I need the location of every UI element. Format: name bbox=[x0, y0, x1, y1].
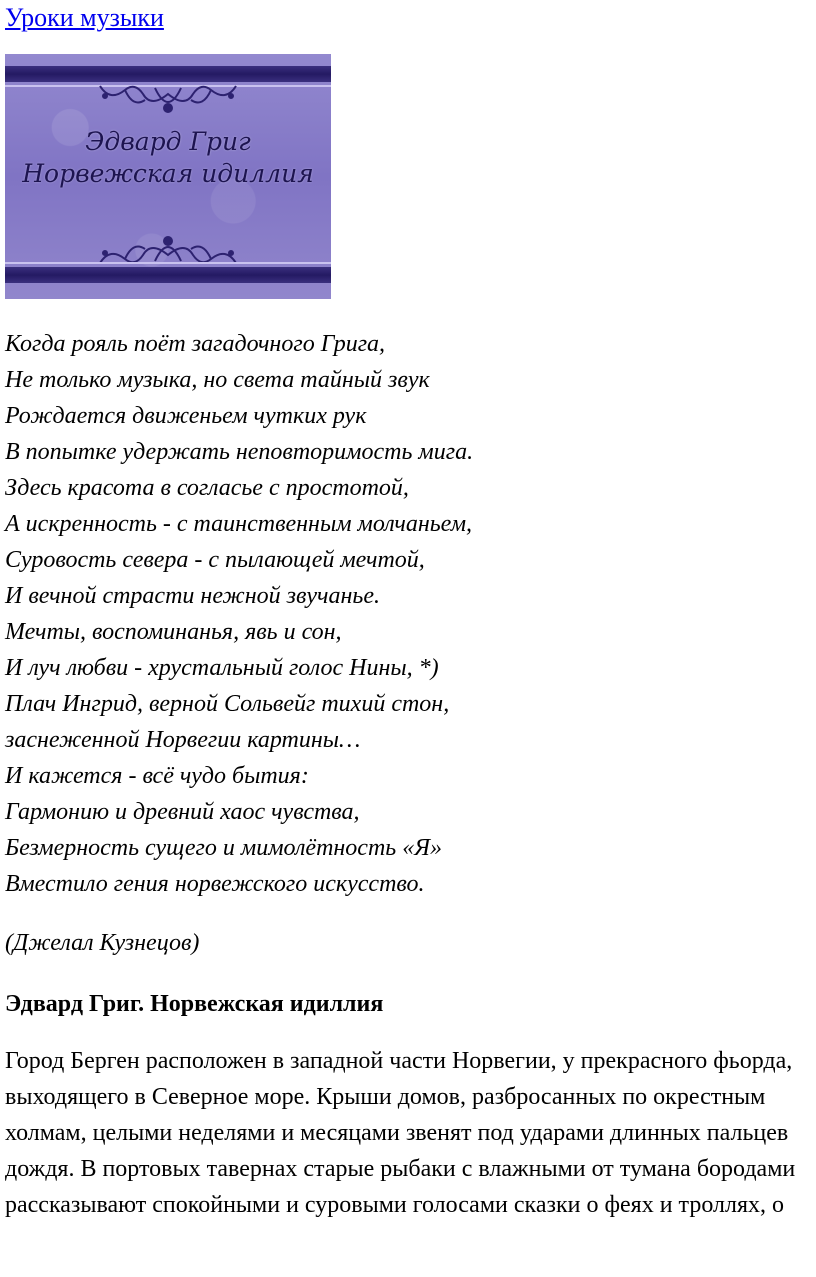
poem-line: заснеженной Норвегии картины… bbox=[5, 727, 361, 753]
banner-bottom-band bbox=[5, 267, 331, 283]
article-paragraph: Город Берген расположен в западной части Норвегии, у прекрасного фьорда, выходящего в Северное море. Крыши домов, разбросанных по окрестным холмам, целыми неделями и месяцами звенят под ударами длинных пальцев дождя. В портовых тавернах старые рыбаки с влажными от тумана бородами рассказывают спокойными и суровыми голосами сказки о феях и троллях, о bbox=[5, 1048, 796, 1218]
title-banner-image bbox=[5, 54, 331, 299]
poem-author: (Джелал Кузнецов) bbox=[5, 930, 200, 956]
banner-bottom-ornament-icon bbox=[5, 227, 331, 267]
poem-line: В попытке удержать неповторимость мига. bbox=[5, 439, 474, 465]
poem-line: Когда рояль поёт загадочного Грига, bbox=[5, 331, 386, 357]
banner-top-band bbox=[5, 66, 331, 82]
poem-line: Плач Ингрид, верной Сольвейг тихий стон, bbox=[5, 691, 450, 717]
poem-line: Гармонию и древний хаос чувства, bbox=[5, 799, 360, 825]
article-heading: Эдвард Григ. Норвежская идиллия bbox=[5, 991, 384, 1017]
poem-line: Безмерность сущего и мимолётность «Я» bbox=[5, 835, 442, 861]
document-page bbox=[5, 0, 811, 1223]
banner-title bbox=[5, 126, 331, 190]
banner-title-line-1: Эдвард Григ bbox=[85, 127, 251, 156]
poem-line: Мечты, воспоминанья, явь и сон, bbox=[5, 619, 342, 645]
poem-line: Вместило гения норвежского искусство. bbox=[5, 871, 425, 897]
poem-line: Здесь красота в согласье с простотой, bbox=[5, 475, 409, 501]
poem-line: И луч любви - хрустальный голос Нины, *) bbox=[5, 655, 439, 681]
music-lessons-link[interactable]: Уроки музыки bbox=[5, 3, 164, 32]
poem-line: Не только музыка, но света тайный звук bbox=[5, 367, 430, 393]
poem bbox=[5, 326, 811, 902]
poem-line: И вечной страсти нежной звучанье. bbox=[5, 583, 380, 609]
banner-title-line-2: Норвежская идиллия bbox=[22, 159, 314, 188]
poem-line: Рождается движеньем чутких рук bbox=[5, 403, 367, 429]
poem-line: Суровость севера - с пылающей мечтой, bbox=[5, 547, 425, 573]
poem-line: А искренность - с таинственным молчаньем, bbox=[5, 511, 473, 537]
poem-line: И кажется - всё чудо бытия: bbox=[5, 763, 309, 789]
banner-top-ornament-icon bbox=[5, 82, 331, 122]
